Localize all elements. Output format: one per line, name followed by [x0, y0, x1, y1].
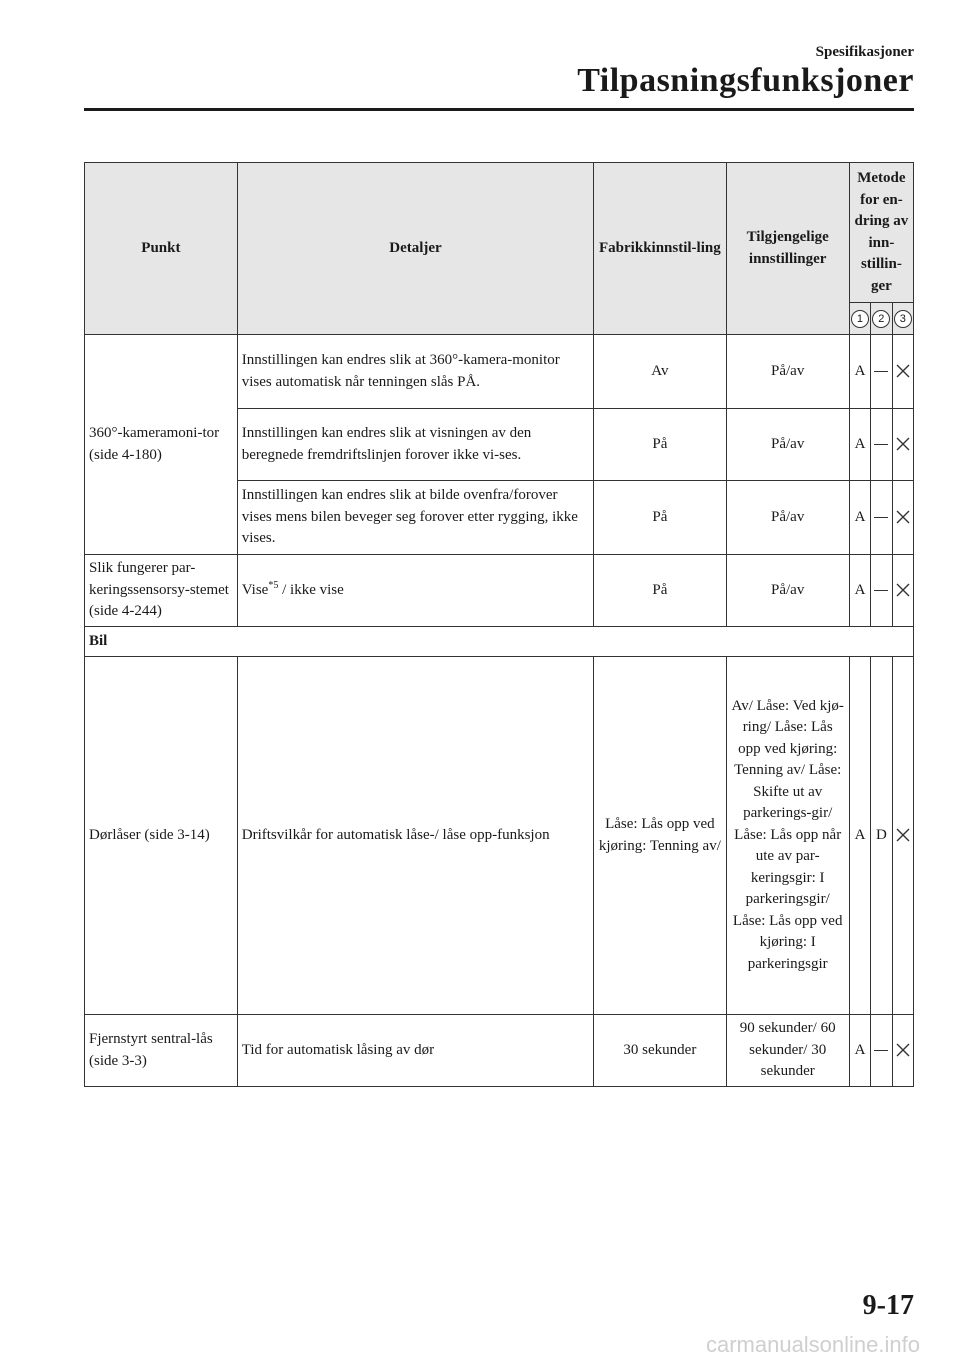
table-row	[85, 1015, 914, 1087]
punkt-cell: 360°-kameramoni-tor (side 4-180)	[85, 335, 238, 555]
method-col-2	[871, 303, 892, 335]
section-label: Spesifikasjoner	[815, 44, 914, 60]
circled-number-2: 2	[872, 310, 890, 328]
tilgjengelige-cell: På/av	[726, 409, 849, 481]
table-row	[85, 555, 914, 627]
method-1-cell: A	[849, 409, 870, 481]
dash-icon	[874, 444, 888, 446]
method-3-cell	[892, 555, 913, 627]
header-metode: Metode for en-dring av inn-stillin-ger	[849, 163, 913, 303]
circled-number-3: 3	[894, 310, 912, 328]
dash-icon	[874, 371, 888, 373]
method-1-cell: A	[849, 555, 870, 627]
detaljer-cell: Innstillingen kan endres slik at bilde ovenfra/forover vises mens bilen beveger seg forover etter rygging, ikke vises.	[237, 481, 593, 555]
fabrikk-cell: 30 sekunder	[594, 1015, 726, 1087]
tilgjengelige-cell: På/av	[726, 335, 849, 409]
method-3-cell	[892, 335, 913, 409]
method-1-cell: A	[849, 481, 870, 555]
header-detaljer: Detaljer	[237, 163, 593, 335]
method-2-cell: D	[871, 657, 892, 1015]
method-col-3	[892, 303, 913, 335]
detaljer-text-rest: / ikke vise	[278, 581, 344, 598]
detaljer-cell	[237, 555, 593, 627]
dash-icon	[874, 517, 888, 519]
header-rule	[84, 108, 914, 111]
detaljer-cell: Driftsvilkår for automatisk låse-/ låse opp-funksjon	[237, 657, 593, 1015]
method-1-cell: A	[849, 335, 870, 409]
method-3-cell	[892, 1015, 913, 1087]
watermark: carmanualsonline.info	[705, 1332, 920, 1357]
method-3-cell	[892, 481, 913, 555]
cross-icon	[896, 437, 910, 451]
page-title: Tilpasningsfunksjoner	[577, 62, 914, 99]
section-bil: Bil	[85, 627, 914, 657]
cross-icon	[896, 583, 910, 597]
punkt-cell: Dørlåser (side 3-14)	[85, 657, 238, 1015]
method-2-cell	[871, 481, 892, 555]
punkt-cell: Fjernstyrt sentral-lås (side 3-3)	[85, 1015, 238, 1087]
detaljer-cell: Tid for automatisk låsing av dør	[237, 1015, 593, 1087]
fabrikk-cell: På	[594, 409, 726, 481]
section-row	[85, 627, 914, 657]
method-3-cell	[892, 657, 913, 1015]
method-3-cell	[892, 409, 913, 481]
detaljer-cell: Innstillingen kan endres slik at visningen av den beregnede fremdriftslinjen forover ikke vi-ses.	[237, 409, 593, 481]
method-2-cell	[871, 335, 892, 409]
fabrikk-cell: Av	[594, 335, 726, 409]
detaljer-text: Vise	[241, 581, 269, 598]
header-tilgjengelige: Tilgjengelige innstillinger	[726, 163, 849, 335]
cross-icon	[896, 364, 910, 378]
dash-icon	[874, 590, 888, 592]
method-2-cell	[871, 409, 892, 481]
cross-icon	[896, 1043, 910, 1057]
footnote-marker: *5	[268, 579, 279, 591]
header-punkt: Punkt	[85, 163, 238, 335]
fabrikk-cell: Låse: Lås opp ved kjøring: Tenning av/	[594, 657, 726, 1015]
method-col-1	[849, 303, 870, 335]
tilgjengelige-cell: 90 sekunder/ 60 sekunder/ 30 sekunder	[726, 1015, 849, 1087]
header-fabrikk: Fabrikkinnstil-ling	[594, 163, 726, 335]
method-1-cell: A	[849, 1015, 870, 1087]
circled-number-1: 1	[851, 310, 869, 328]
punkt-cell: Slik fungerer par-keringssensorsy-stemet (side 4-244)	[85, 555, 238, 627]
cross-icon	[896, 510, 910, 524]
detaljer-cell: Innstillingen kan endres slik at 360°-kamera-monitor vises automatisk når tenningen slås PÅ.	[237, 335, 593, 409]
method-2-cell	[871, 555, 892, 627]
cross-icon	[896, 828, 910, 842]
tilgjengelige-cell: På/av	[726, 555, 849, 627]
page-number: 9-17	[862, 1290, 914, 1321]
tilgjengelige-cell: Av/ Låse: Ved kjø-ring/ Låse: Lås opp ved kjøring: Tenning av/ Låse: Skifte ut av parkerings-gir/ Låse: Lås opp når ute av par-keringsgir: I parkeringsgir/ Låse: Lås opp ved kjøring: I parkeringsgir	[726, 657, 849, 1015]
dash-icon	[874, 1050, 888, 1052]
fabrikk-cell: På	[594, 481, 726, 555]
customization-table	[84, 162, 914, 1087]
table-row	[85, 335, 914, 409]
fabrikk-cell: På	[594, 555, 726, 627]
method-1-cell: A	[849, 657, 870, 1015]
method-2-cell	[871, 1015, 892, 1087]
tilgjengelige-cell: På/av	[726, 481, 849, 555]
table-row	[85, 657, 914, 1015]
